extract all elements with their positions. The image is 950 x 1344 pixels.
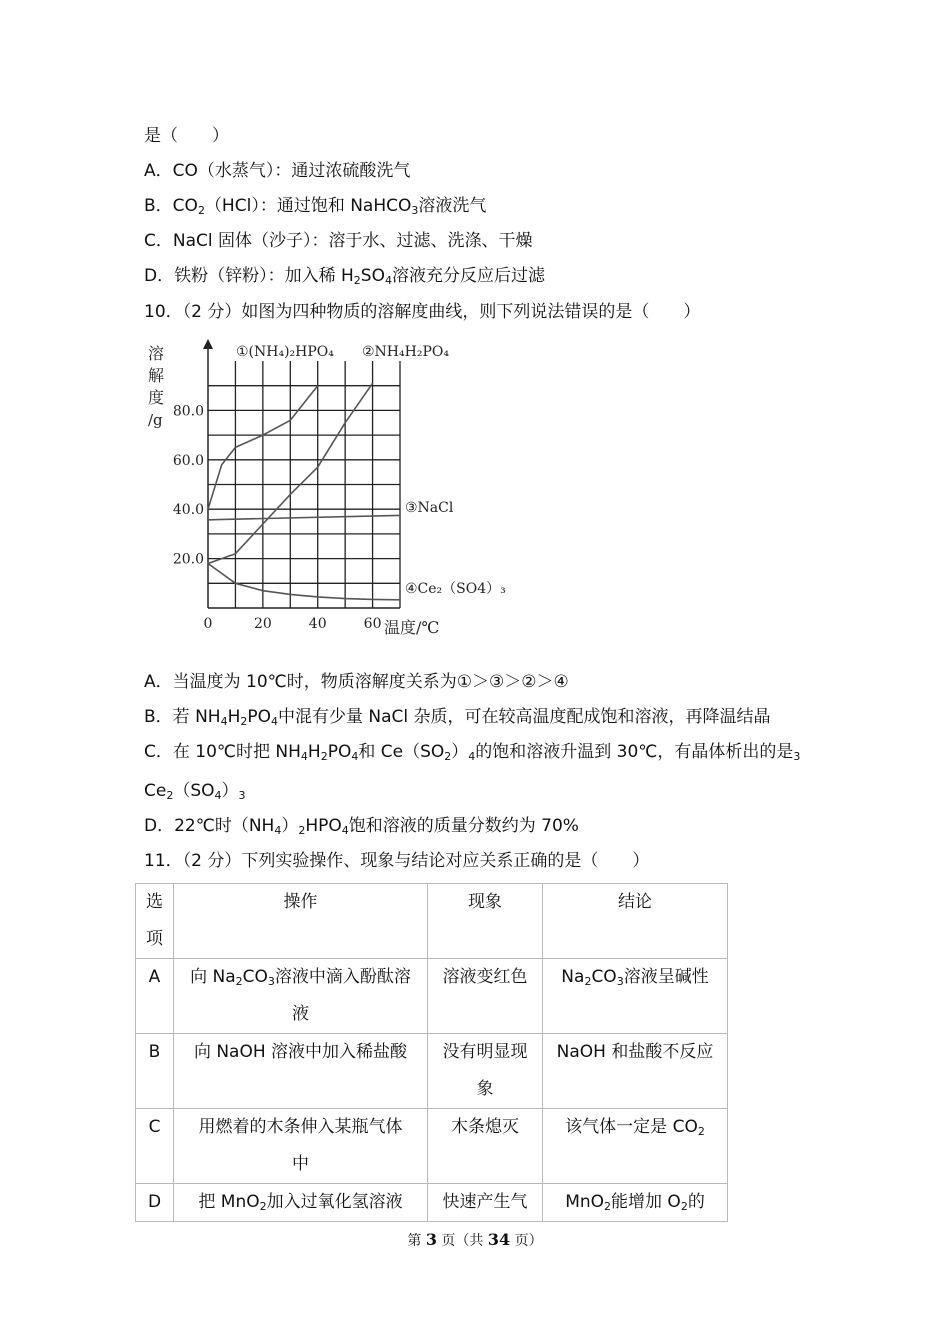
- header-option: 选 项: [136, 884, 174, 959]
- y-axis-label-2: 解: [148, 366, 165, 385]
- solubility-chart: [138, 335, 506, 645]
- series-label-2: ②NH₄H₂PO₄: [362, 344, 449, 360]
- y-tick-label: 60.0: [172, 452, 204, 469]
- chart-axes: [173, 339, 400, 632]
- q10-option-c-line2: $Ce_2(SO_4)_3$: [144, 781, 246, 802]
- q10-option-c-line1: C．在 10℃时把 $NH_4H_2PO_4$和 $Ce(SO_2)_4$的饱和溶液升温到 30℃，有晶体析出的是$_3$: [144, 742, 801, 763]
- page-footer: 第 3 页（共 34 页）: [407, 1230, 543, 1249]
- y-axis-label-1: 溶: [148, 344, 165, 363]
- page-number: 3: [425, 1230, 437, 1249]
- q9-stem-tail: 是（ ）: [144, 126, 229, 146]
- series-line-4: [208, 564, 400, 600]
- q10-option-d: D．22℃时$(NH_4)_2HPO_4$饱和溶液的质量分数约为 70%: [144, 816, 579, 837]
- q9-option-a: A．CO（水蒸气）：通过浓硫酸洗气: [144, 161, 411, 181]
- q9-option-d: D．铁粉（锌粉）：加入稀 $H_2SO_4$溶液充分反应后过滤: [144, 266, 545, 287]
- x-tick-label: 40: [308, 616, 327, 632]
- x-tick-label: 60: [363, 616, 382, 632]
- table-header-row: [136, 884, 728, 959]
- chart-curves: [208, 383, 400, 600]
- series-label-1: ①(NH₄)₂HPO₄: [236, 344, 334, 360]
- y-tick-label: 80.0: [172, 403, 204, 420]
- y-axis-label-3: 度: [148, 388, 165, 407]
- series-line-3: [208, 515, 400, 519]
- q9-option-c: C．NaCl 固体（沙子）：溶于水、过滤、洗涤、干燥: [144, 231, 533, 251]
- y-axis-label-4: /g: [148, 411, 163, 429]
- y-axis-arrow: [203, 339, 213, 349]
- page-total: 34: [487, 1230, 511, 1249]
- q9-option-b: B．$CO_2(HCl)$：通过饱和 NaHCO$_3$溶液洗气: [144, 196, 487, 217]
- table-row: C 用燃着的木条伸入某瓶气体 中 木条熄灭 该气体一定是 $CO_2$: [136, 1109, 728, 1184]
- header-conclusion: 结论: [543, 884, 728, 959]
- series-label-3: ③NaCl: [405, 500, 454, 516]
- chart-grid: [208, 361, 400, 608]
- table-row: A 向 $Na_2CO_3$溶液中滴入酚酞溶 液 溶液变红色 $Na_2CO_3$溶液呈碱性: [136, 959, 728, 1034]
- x-tick-label: 20: [253, 616, 272, 632]
- q11-stem: 11．（2 分）下列实验操作、现象与结论对应关系正确的是（ ）: [144, 851, 650, 871]
- x-tick-label: 0: [203, 616, 213, 632]
- series-label-4: ④Ce₂（SO4）₃: [405, 581, 506, 597]
- x-axis-label: 温度/℃: [384, 618, 440, 637]
- q10-option-a: A．当温度为 10℃时，物质溶解度关系为①＞③＞②＞④: [144, 672, 569, 692]
- chart-labels: [148, 344, 506, 637]
- header-phenomenon: 现象: [428, 884, 543, 959]
- table-row: B 向 NaOH 溶液中加入稀盐酸 没有明显现 象 NaOH 和盐酸不反应: [136, 1034, 728, 1109]
- y-tick-label: 20.0: [172, 551, 204, 568]
- table-row: D 把 MnO$_2$加入过氧化氢溶液 快速产生气 MnO$_2$能增加 $O_2$的: [136, 1184, 728, 1222]
- header-operation: 操作: [174, 884, 428, 959]
- q10-option-b: B．若 $NH_4H_2PO_4$中混有少量 NaCl 杂质，可在较高温度配成饱和溶液，再降温结晶: [144, 707, 771, 728]
- q11-table: [135, 883, 728, 1222]
- q10-stem: 10．（2 分）如图为四种物质的溶解度曲线，则下列说法错误的是（ ）: [144, 302, 701, 322]
- y-tick-label: 40.0: [172, 502, 204, 519]
